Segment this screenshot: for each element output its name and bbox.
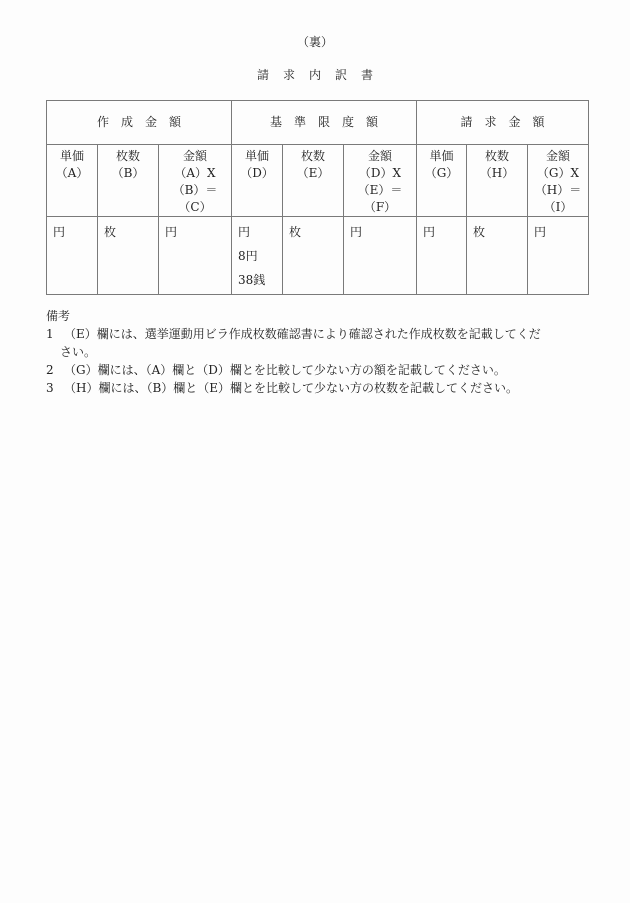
column-header xyxy=(467,145,528,217)
note-number: 1 xyxy=(46,327,54,341)
column-header-line: （B） xyxy=(111,166,145,180)
column-header-line: 枚数 xyxy=(300,149,325,163)
column-header xyxy=(159,145,232,217)
value-cell xyxy=(344,217,417,295)
group-header-production-amount: 作成金額 xyxy=(47,101,232,145)
note-number: 3 xyxy=(46,381,54,395)
column-header-line: （E） xyxy=(296,166,330,180)
value-row xyxy=(47,217,589,295)
note-item xyxy=(46,361,616,379)
column-header-line: （H）＝ xyxy=(534,183,582,197)
value-cell xyxy=(159,217,232,295)
column-header-line: 金額 xyxy=(182,149,207,163)
column-header-line: 単価 xyxy=(429,149,454,163)
column-header-line: 単価 xyxy=(59,149,84,163)
note-item xyxy=(46,379,616,397)
column-header xyxy=(344,145,417,217)
value-line: 円 xyxy=(350,225,363,239)
column-header-line: （G） xyxy=(424,166,459,180)
value-line: 円 xyxy=(53,225,66,239)
note-text: （H）欄には、（B）欄と（E）欄とを比較して少ない方の枚数を記載してください。 xyxy=(64,381,519,395)
column-header-row xyxy=(47,145,589,217)
column-header-line: 枚数 xyxy=(115,149,140,163)
column-header xyxy=(98,145,159,217)
column-header-line: （D） xyxy=(240,166,274,180)
group-header-row xyxy=(47,101,589,145)
column-header-line: （E）＝ xyxy=(357,183,403,197)
value-cell xyxy=(528,217,589,295)
notes-heading: 備考 xyxy=(46,309,71,323)
column-header-line: （A） xyxy=(55,166,89,180)
column-header xyxy=(417,145,467,217)
note-text: （E）欄には、選挙運動用ビラ作成枚数確認書により確認された作成枚数を記載してくだ xyxy=(64,327,541,341)
column-header xyxy=(528,145,589,217)
value-line: 枚 xyxy=(289,225,302,239)
column-header-line: （F） xyxy=(363,200,397,214)
document-title: 請求内訳書 xyxy=(256,68,387,82)
column-header-line: 単価 xyxy=(244,149,269,163)
column-header-line: 金額 xyxy=(367,149,392,163)
note-continuation: さい。 xyxy=(60,345,97,359)
value-line: 8円 xyxy=(238,249,258,263)
notes-section xyxy=(46,307,616,397)
value-line: 38銭 xyxy=(238,273,266,287)
value-line: 円 xyxy=(534,225,547,239)
column-header-line: （C） xyxy=(178,200,212,214)
column-header-line: 金額 xyxy=(545,149,570,163)
value-cell xyxy=(98,217,159,295)
group-header-standard-limit: 基準限度額 xyxy=(232,101,417,145)
value-cell xyxy=(283,217,344,295)
column-header-line: （I） xyxy=(543,200,573,214)
column-header-line: （H） xyxy=(479,166,515,180)
column-header-line: （G）X xyxy=(536,166,580,180)
value-line: 円 xyxy=(165,225,178,239)
value-line: 円 xyxy=(423,225,436,239)
notes-list xyxy=(46,325,616,397)
value-line: 円 xyxy=(238,225,251,239)
value-cell xyxy=(417,217,467,295)
group-header-claim-amount: 請求金額 xyxy=(417,101,589,145)
column-header-line: 枚数 xyxy=(484,149,509,163)
value-line: 枚 xyxy=(473,225,486,239)
column-header-line: （B）＝ xyxy=(172,183,218,197)
value-line: 枚 xyxy=(104,225,117,239)
note-text: （G）欄には、（A）欄と（D）欄とを比較して少ない方の額を記載してください。 xyxy=(64,363,506,377)
note-item xyxy=(46,325,616,343)
page-side-label: （裏） xyxy=(296,35,333,49)
column-header-line: （A）X xyxy=(174,166,216,180)
value-cell xyxy=(47,217,98,295)
value-cell xyxy=(467,217,528,295)
breakdown-table xyxy=(46,100,589,295)
column-header xyxy=(283,145,344,217)
column-header-line: （D）X xyxy=(358,166,402,180)
column-header xyxy=(47,145,98,217)
note-number: 2 xyxy=(46,363,54,377)
column-header xyxy=(232,145,283,217)
value-cell xyxy=(232,217,283,295)
